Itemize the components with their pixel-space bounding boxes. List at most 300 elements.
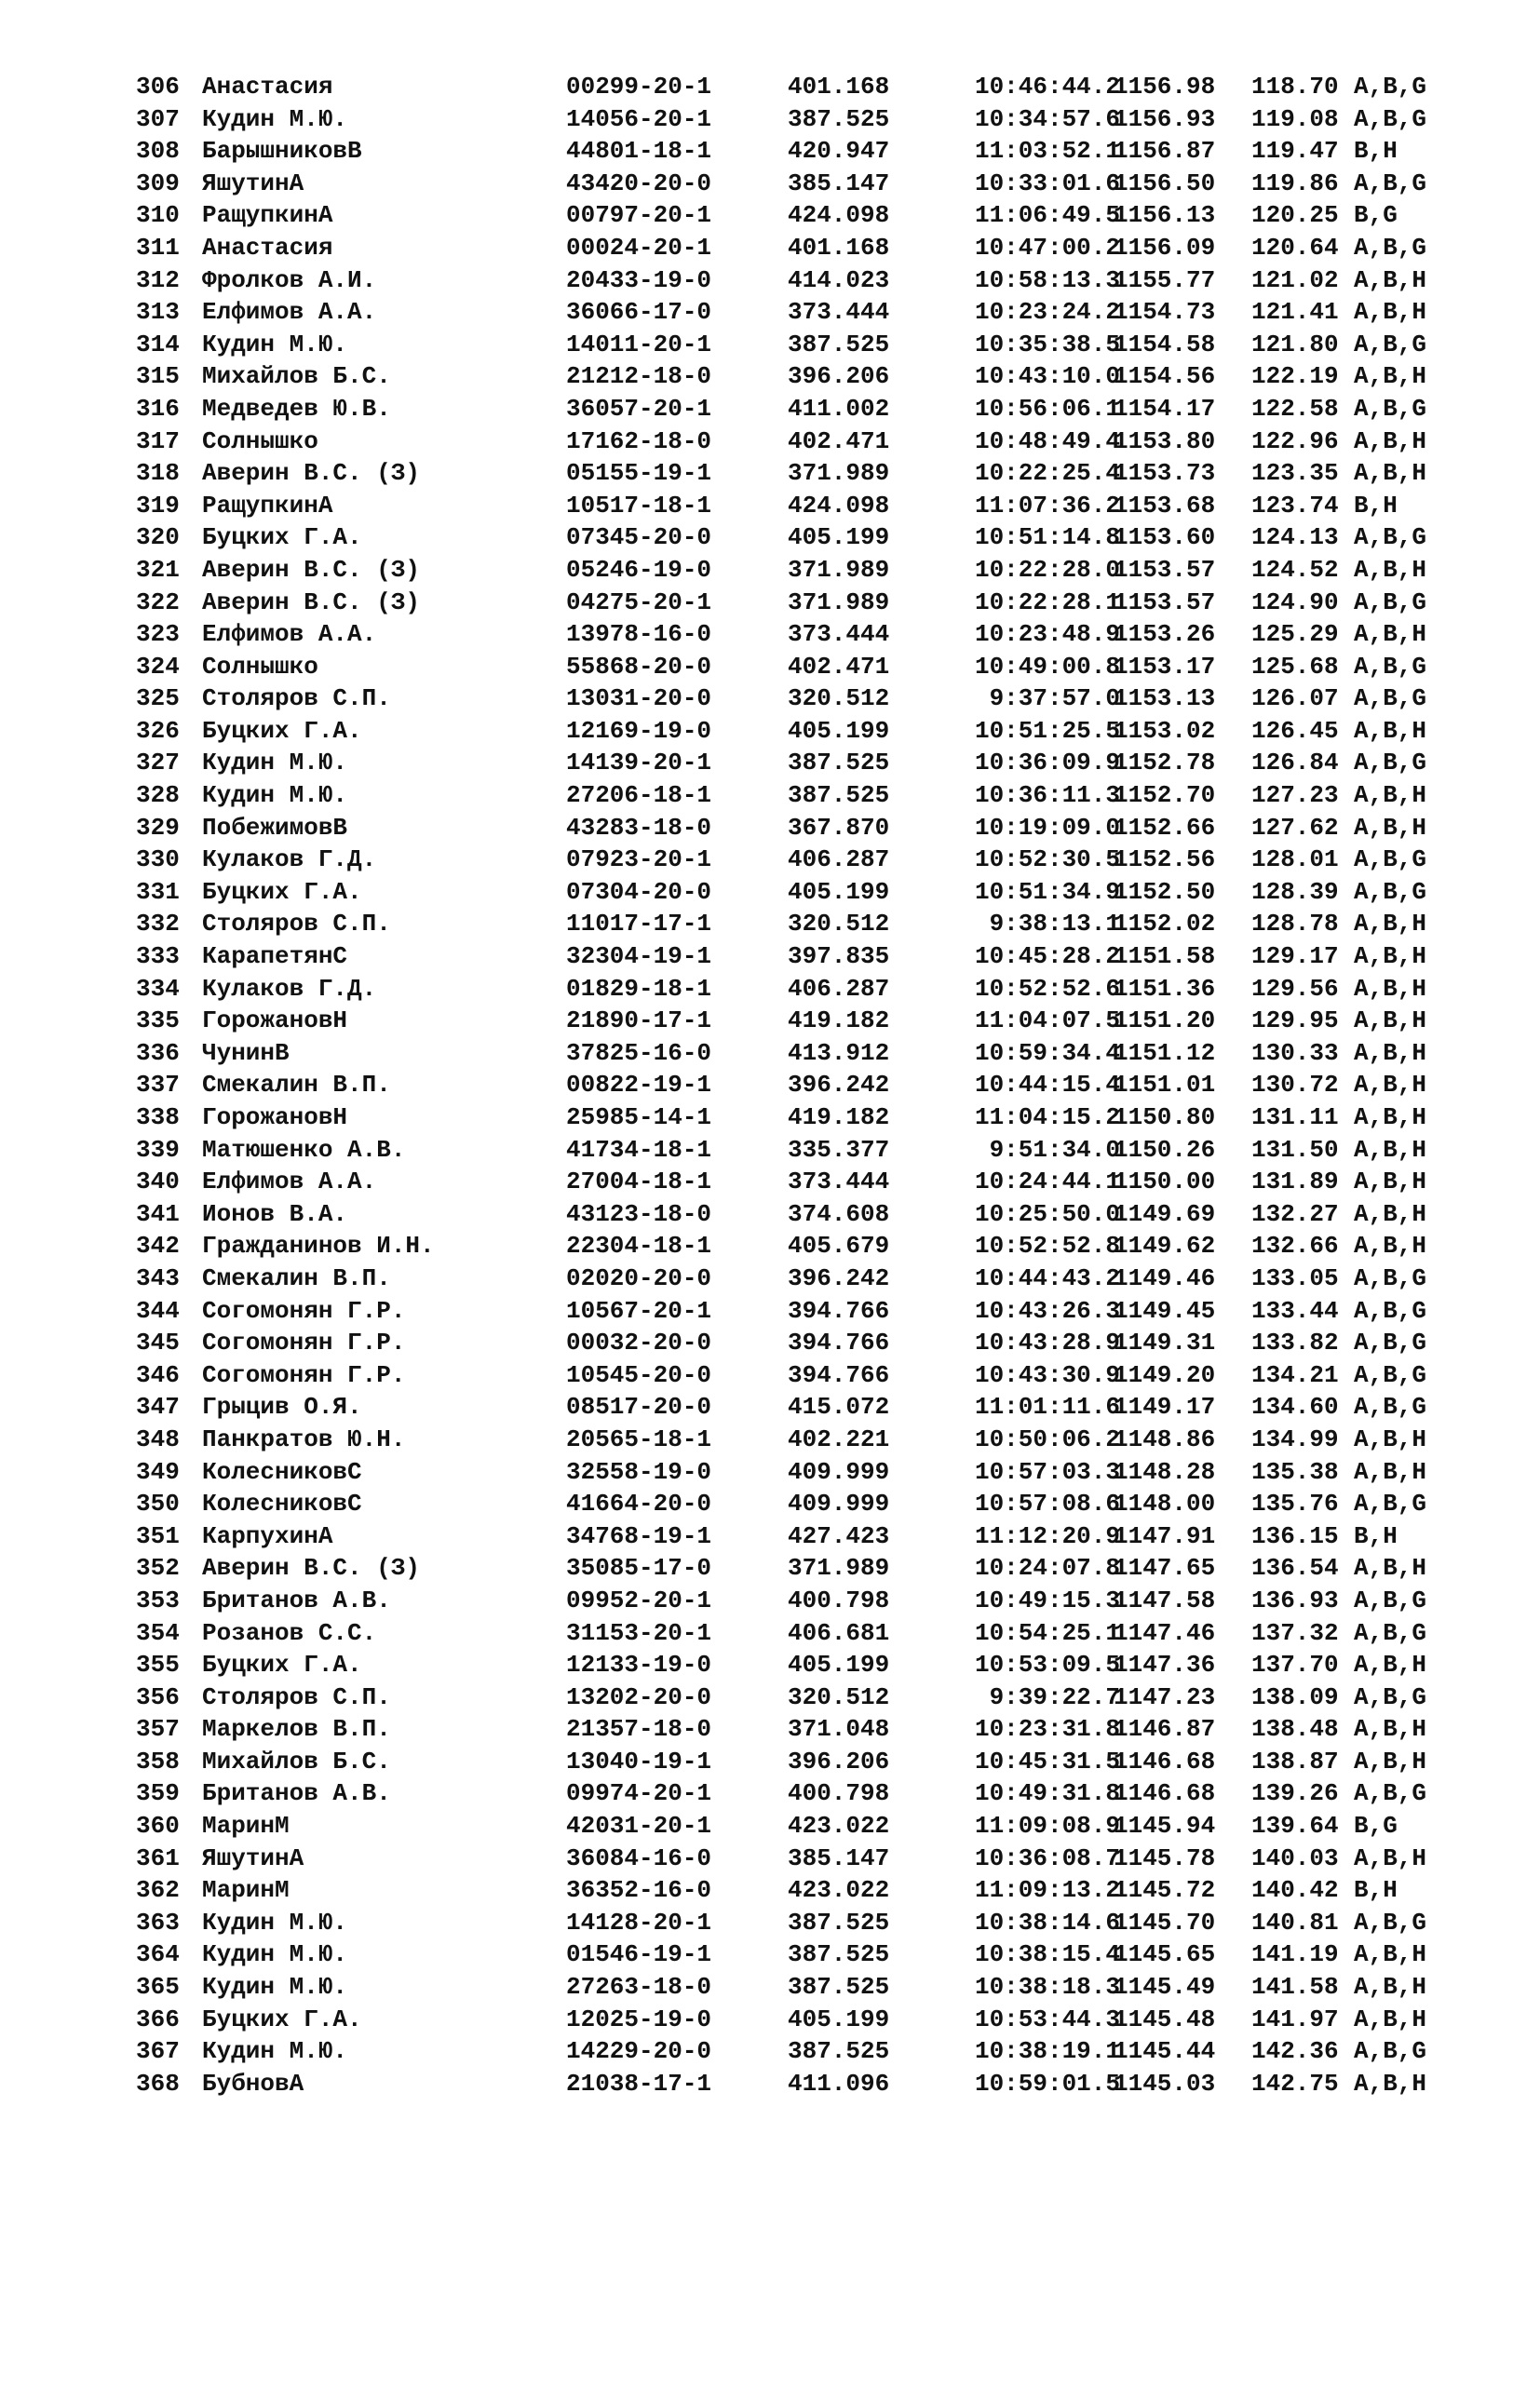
points-value: 119.47 — [1251, 137, 1339, 166]
speed-value: 1145.44 — [1114, 2037, 1216, 2066]
place-number: 321 — [136, 555, 180, 584]
ring-number: 13031-20-0 — [566, 684, 712, 713]
distance-value: 374.608 — [788, 1199, 890, 1228]
ring-number: 32558-19-0 — [566, 1457, 712, 1486]
distance-value: 400.798 — [788, 1586, 890, 1614]
arrival-time: 10:52:30.5 — [974, 845, 1120, 874]
result-row — [136, 232, 1427, 264]
points-value: 133.44 — [1251, 1296, 1339, 1325]
place-number: 348 — [136, 1425, 180, 1453]
speed-value: 1149.45 — [1114, 1296, 1216, 1325]
arrival-time: 10:43:26.3 — [974, 1296, 1120, 1325]
speed-value: 1154.17 — [1114, 394, 1216, 423]
category-flags: A,B,H — [1354, 1199, 1427, 1228]
fancier-name: Смекалин В.П. — [202, 1071, 391, 1100]
speed-value: 1153.17 — [1114, 652, 1216, 681]
distance-value: 397.835 — [788, 942, 890, 971]
points-value: 132.27 — [1251, 1199, 1339, 1228]
speed-value: 1146.87 — [1114, 1715, 1216, 1744]
distance-value: 409.999 — [788, 1490, 890, 1519]
points-value: 131.50 — [1251, 1135, 1339, 1164]
result-row — [136, 1874, 1398, 1907]
distance-value: 413.912 — [788, 1038, 890, 1067]
result-row — [136, 457, 1427, 490]
arrival-time: 11:09:13.2 — [974, 1876, 1120, 1905]
result-row — [136, 715, 1427, 748]
place-number: 352 — [136, 1554, 180, 1583]
place-number: 306 — [136, 73, 180, 101]
speed-value: 1154.73 — [1114, 298, 1216, 327]
result-row — [136, 425, 1427, 458]
distance-value: 409.999 — [788, 1457, 890, 1486]
arrival-time: 10:51:34.9 — [974, 877, 1120, 906]
speed-value: 1152.78 — [1114, 749, 1216, 777]
arrival-time: 10:19:09.0 — [974, 813, 1120, 842]
category-flags: A,B,G — [1354, 104, 1427, 133]
category-flags: A,B,H — [1354, 942, 1427, 971]
arrival-time: 10:23:24.2 — [974, 298, 1120, 327]
points-value: 140.42 — [1251, 1876, 1339, 1905]
arrival-time: 10:58:13.3 — [974, 265, 1120, 294]
arrival-time: 10:23:31.8 — [974, 1715, 1120, 1744]
points-value: 121.80 — [1251, 330, 1339, 358]
points-value: 127.62 — [1251, 813, 1339, 842]
result-row — [136, 1843, 1427, 1875]
distance-value: 373.444 — [788, 298, 890, 327]
speed-value: 1147.36 — [1114, 1651, 1216, 1680]
place-number: 358 — [136, 1747, 180, 1776]
points-value: 130.33 — [1251, 1038, 1339, 1067]
speed-value: 1151.01 — [1114, 1071, 1216, 1100]
fancier-name: РащупкинА — [202, 491, 333, 520]
arrival-time: 10:22:28.1 — [974, 587, 1120, 616]
result-row — [136, 1359, 1427, 1392]
ring-number: 00032-20-0 — [566, 1329, 712, 1357]
category-flags: B,G — [1354, 1812, 1398, 1841]
speed-value: 1152.02 — [1114, 910, 1216, 938]
speed-value: 1156.93 — [1114, 104, 1216, 133]
place-number: 333 — [136, 942, 180, 971]
distance-value: 387.525 — [788, 781, 890, 810]
category-flags: A,B,H — [1354, 1747, 1427, 1776]
ring-number: 41664-20-0 — [566, 1490, 712, 1519]
points-value: 121.02 — [1251, 265, 1339, 294]
fancier-name: Гражданинов И.Н. — [202, 1232, 435, 1261]
result-row — [136, 1585, 1427, 1617]
place-number: 365 — [136, 1973, 180, 2002]
category-flags: A,B,G — [1354, 1908, 1427, 1937]
arrival-time: 10:52:52.8 — [974, 1232, 1120, 1261]
fancier-name: РащупкинА — [202, 201, 333, 230]
category-flags: A,B,H — [1354, 813, 1427, 842]
category-flags: B,H — [1354, 491, 1398, 520]
points-value: 141.58 — [1251, 1973, 1339, 2002]
points-value: 122.58 — [1251, 394, 1339, 423]
ring-number: 01546-19-1 — [566, 1940, 712, 1969]
category-flags: A,B,H — [1354, 1973, 1427, 2002]
fancier-name: КолесниковС — [202, 1490, 362, 1519]
fancier-name: Панкратов Ю.Н. — [202, 1425, 406, 1453]
speed-value: 1147.46 — [1114, 1618, 1216, 1647]
fancier-name: Согомонян Г.Р. — [202, 1329, 406, 1357]
fancier-name: Анастасия — [202, 233, 333, 262]
result-row — [136, 1746, 1427, 1778]
category-flags: A,B,G — [1354, 169, 1427, 197]
points-value: 123.35 — [1251, 459, 1339, 488]
category-flags: A,B,G — [1354, 1393, 1427, 1422]
speed-value: 1147.91 — [1114, 1521, 1216, 1550]
category-flags: A,B,G — [1354, 233, 1427, 262]
place-number: 310 — [136, 201, 180, 230]
distance-value: 401.168 — [788, 233, 890, 262]
arrival-time: 10:22:28.0 — [974, 555, 1120, 584]
result-row — [136, 1263, 1427, 1295]
distance-value: 394.766 — [788, 1329, 890, 1357]
place-number: 363 — [136, 1908, 180, 1937]
ring-number: 00797-20-1 — [566, 201, 712, 230]
place-number: 336 — [136, 1038, 180, 1067]
ring-number: 09974-20-1 — [566, 1779, 712, 1808]
speed-value: 1149.69 — [1114, 1199, 1216, 1228]
result-row — [136, 973, 1427, 1006]
points-value: 135.76 — [1251, 1490, 1339, 1519]
distance-value: 396.242 — [788, 1071, 890, 1100]
points-value: 124.52 — [1251, 555, 1339, 584]
category-flags: A,B,H — [1354, 1843, 1427, 1872]
result-row — [136, 296, 1427, 329]
category-flags: A,B,H — [1354, 1554, 1427, 1583]
category-flags: A,B,H — [1354, 1135, 1427, 1164]
distance-value: 373.444 — [788, 1168, 890, 1196]
place-number: 340 — [136, 1168, 180, 1196]
distance-value: 424.098 — [788, 201, 890, 230]
place-number: 334 — [136, 974, 180, 1003]
distance-value: 406.287 — [788, 845, 890, 874]
speed-value: 1148.28 — [1114, 1457, 1216, 1486]
ring-number: 14011-20-1 — [566, 330, 712, 358]
ring-number: 04275-20-1 — [566, 587, 712, 616]
result-row — [136, 1391, 1427, 1424]
arrival-time: 10:52:52.6 — [974, 974, 1120, 1003]
category-flags: A,B,H — [1354, 716, 1427, 745]
points-value: 128.39 — [1251, 877, 1339, 906]
fancier-name: ГорожановН — [202, 1006, 348, 1035]
distance-value: 415.072 — [788, 1393, 890, 1422]
ring-number: 12025-19-0 — [566, 2005, 712, 2033]
result-row — [136, 1327, 1427, 1359]
place-number: 338 — [136, 1103, 180, 1131]
category-flags: B,G — [1354, 201, 1398, 230]
distance-value: 371.048 — [788, 1715, 890, 1744]
fancier-name: Буцких Г.А. — [202, 1651, 362, 1680]
fancier-name: Британов А.В. — [202, 1779, 391, 1808]
result-row — [136, 1069, 1427, 1101]
result-row — [136, 908, 1427, 940]
category-flags: A,B,H — [1354, 1103, 1427, 1131]
place-number: 368 — [136, 2069, 180, 2098]
result-row — [136, 1681, 1427, 1714]
arrival-time: 10:38:14.6 — [974, 1908, 1120, 1937]
distance-value: 411.002 — [788, 394, 890, 423]
fancier-name: Елфимов А.А. — [202, 298, 377, 327]
points-value: 124.13 — [1251, 523, 1339, 552]
result-row — [136, 1907, 1427, 1939]
place-number: 323 — [136, 620, 180, 649]
ring-number: 36066-17-0 — [566, 298, 712, 327]
ring-number: 37825-16-0 — [566, 1038, 712, 1067]
distance-value: 373.444 — [788, 620, 890, 649]
place-number: 350 — [136, 1490, 180, 1519]
ring-number: 27206-18-1 — [566, 781, 712, 810]
distance-value: 367.870 — [788, 813, 890, 842]
place-number: 362 — [136, 1876, 180, 1905]
speed-value: 1156.13 — [1114, 201, 1216, 230]
ring-number: 11017-17-1 — [566, 910, 712, 938]
place-number: 316 — [136, 394, 180, 423]
result-row — [136, 1617, 1427, 1650]
ring-number: 21212-18-0 — [566, 362, 712, 391]
fancier-name: Кулаков Г.Д. — [202, 974, 377, 1003]
ring-number: 25985-14-1 — [566, 1103, 712, 1131]
distance-value: 401.168 — [788, 73, 890, 101]
speed-value: 1150.26 — [1114, 1135, 1216, 1164]
points-value: 123.74 — [1251, 491, 1339, 520]
points-value: 137.32 — [1251, 1618, 1339, 1647]
points-value: 128.78 — [1251, 910, 1339, 938]
distance-value: 427.423 — [788, 1521, 890, 1550]
arrival-time: 10:53:09.5 — [974, 1651, 1120, 1680]
points-value: 119.86 — [1251, 169, 1339, 197]
arrival-time: 10:49:15.3 — [974, 1586, 1120, 1614]
result-row — [136, 135, 1398, 168]
distance-value: 371.989 — [788, 459, 890, 488]
fancier-name: Кудин М.Ю. — [202, 1940, 348, 1969]
speed-value: 1145.65 — [1114, 1940, 1216, 1969]
ring-number: 07345-20-0 — [566, 523, 712, 552]
arrival-time: 10:38:15.4 — [974, 1940, 1120, 1969]
arrival-time: 10:43:28.9 — [974, 1329, 1120, 1357]
ring-number: 13978-16-0 — [566, 620, 712, 649]
fancier-name: Медведев Ю.В. — [202, 394, 391, 423]
points-value: 129.95 — [1251, 1006, 1339, 1035]
fancier-name: Кудин М.Ю. — [202, 330, 348, 358]
points-value: 124.90 — [1251, 587, 1339, 616]
arrival-time: 11:06:49.5 — [974, 201, 1120, 230]
results-list — [136, 71, 1427, 2100]
ring-number: 20433-19-0 — [566, 265, 712, 294]
ring-number: 41734-18-1 — [566, 1135, 712, 1164]
result-row — [136, 71, 1427, 103]
ring-number: 43123-18-0 — [566, 1199, 712, 1228]
fancier-name: Ионов В.А. — [202, 1199, 348, 1228]
speed-value: 1151.36 — [1114, 974, 1216, 1003]
points-value: 139.64 — [1251, 1812, 1339, 1841]
ring-number: 43283-18-0 — [566, 813, 712, 842]
arrival-time: 11:03:52.1 — [974, 137, 1120, 166]
category-flags: A,B,H — [1354, 974, 1427, 1003]
result-row — [136, 1166, 1427, 1198]
result-row — [136, 1488, 1427, 1520]
distance-value: 402.471 — [788, 426, 890, 455]
ring-number: 09952-20-1 — [566, 1586, 712, 1614]
speed-value: 1148.00 — [1114, 1490, 1216, 1519]
points-value: 119.08 — [1251, 104, 1339, 133]
place-number: 311 — [136, 233, 180, 262]
fancier-name: Британов А.В. — [202, 1586, 391, 1614]
speed-value: 1152.50 — [1114, 877, 1216, 906]
place-number: 342 — [136, 1232, 180, 1261]
place-number: 346 — [136, 1360, 180, 1389]
arrival-time: 10:57:03.3 — [974, 1457, 1120, 1486]
category-flags: A,B,H — [1354, 1071, 1427, 1100]
points-value: 131.89 — [1251, 1168, 1339, 1196]
arrival-time: 10:43:30.9 — [974, 1360, 1120, 1389]
fancier-name: Аверин В.С. (З) — [202, 1554, 421, 1583]
arrival-time: 11:07:36.2 — [974, 491, 1120, 520]
category-flags: A,B,G — [1354, 1263, 1427, 1292]
place-number: 320 — [136, 523, 180, 552]
place-number: 331 — [136, 877, 180, 906]
place-number: 345 — [136, 1329, 180, 1357]
distance-value: 320.512 — [788, 910, 890, 938]
category-flags: B,H — [1354, 1876, 1398, 1905]
arrival-time: 10:57:08.6 — [974, 1490, 1120, 1519]
speed-value: 1154.56 — [1114, 362, 1216, 391]
category-flags: A,B,H — [1354, 781, 1427, 810]
place-number: 317 — [136, 426, 180, 455]
category-flags: A,B,H — [1354, 555, 1427, 584]
arrival-time: 11:12:20.9 — [974, 1521, 1120, 1550]
distance-value: 387.525 — [788, 1973, 890, 2002]
speed-value: 1147.65 — [1114, 1554, 1216, 1583]
speed-value: 1153.80 — [1114, 426, 1216, 455]
points-value: 141.97 — [1251, 2005, 1339, 2033]
place-number: 355 — [136, 1651, 180, 1680]
place-number: 360 — [136, 1812, 180, 1841]
fancier-name: БарышниковВ — [202, 137, 362, 166]
fancier-name: Кудин М.Ю. — [202, 749, 348, 777]
distance-value: 320.512 — [788, 1682, 890, 1711]
speed-value: 1151.12 — [1114, 1038, 1216, 1067]
speed-value: 1149.17 — [1114, 1393, 1216, 1422]
speed-value: 1156.50 — [1114, 169, 1216, 197]
result-row — [136, 521, 1427, 554]
ring-number: 17162-18-0 — [566, 426, 712, 455]
fancier-name: ЯшутинА — [202, 1843, 304, 1872]
result-row — [136, 360, 1427, 393]
distance-value: 405.679 — [788, 1232, 890, 1261]
result-row — [136, 490, 1398, 522]
result-row — [136, 103, 1427, 136]
ring-number: 02020-20-0 — [566, 1263, 712, 1292]
result-row — [136, 1295, 1427, 1328]
speed-value: 1151.58 — [1114, 942, 1216, 971]
distance-value: 387.525 — [788, 1940, 890, 1969]
ring-number: 00822-19-1 — [566, 1071, 712, 1100]
place-number: 327 — [136, 749, 180, 777]
speed-value: 1149.20 — [1114, 1360, 1216, 1389]
fancier-name: Столяров С.П. — [202, 1682, 391, 1711]
speed-value: 1153.13 — [1114, 684, 1216, 713]
result-row — [136, 1456, 1427, 1489]
result-row — [136, 1552, 1427, 1585]
fancier-name: ЧунинВ — [202, 1038, 290, 1067]
result-row — [136, 682, 1427, 715]
result-row — [136, 199, 1398, 232]
fancier-name: Грыцив О.Я. — [202, 1393, 362, 1422]
place-number: 324 — [136, 652, 180, 681]
category-flags: A,B,H — [1354, 1457, 1427, 1486]
place-number: 344 — [136, 1296, 180, 1325]
ring-number: 20565-18-1 — [566, 1425, 712, 1453]
ring-number: 22304-18-1 — [566, 1232, 712, 1261]
distance-value: 419.182 — [788, 1103, 890, 1131]
fancier-name: Буцких Г.А. — [202, 716, 362, 745]
fancier-name: КолесниковС — [202, 1457, 362, 1486]
arrival-time: 10:47:00.2 — [974, 233, 1120, 262]
points-value: 131.11 — [1251, 1103, 1339, 1131]
result-row — [136, 618, 1427, 651]
speed-value: 1150.80 — [1114, 1103, 1216, 1131]
arrival-time: 9:37:57.0 — [989, 684, 1120, 713]
arrival-time: 10:59:34.4 — [974, 1038, 1120, 1067]
place-number: 347 — [136, 1393, 180, 1422]
speed-value: 1149.31 — [1114, 1329, 1216, 1357]
category-flags: A,B,G — [1354, 1490, 1427, 1519]
speed-value: 1156.09 — [1114, 233, 1216, 262]
fancier-name: Смекалин В.П. — [202, 1263, 391, 1292]
place-number: 353 — [136, 1586, 180, 1614]
category-flags: A,B,H — [1354, 265, 1427, 294]
place-number: 318 — [136, 459, 180, 488]
ring-number: 00299-20-1 — [566, 73, 712, 101]
ring-number: 10517-18-1 — [566, 491, 712, 520]
category-flags: A,B,H — [1354, 1038, 1427, 1067]
category-flags: A,B,H — [1354, 910, 1427, 938]
speed-value: 1153.73 — [1114, 459, 1216, 488]
fancier-name: Кудин М.Ю. — [202, 104, 348, 133]
fancier-name: Елфимов А.А. — [202, 620, 377, 649]
place-number: 361 — [136, 1843, 180, 1872]
place-number: 357 — [136, 1715, 180, 1744]
speed-value: 1146.68 — [1114, 1779, 1216, 1808]
distance-value: 406.287 — [788, 974, 890, 1003]
category-flags: A,B,G — [1354, 1618, 1427, 1647]
arrival-time: 10:45:28.2 — [974, 942, 1120, 971]
points-value: 121.41 — [1251, 298, 1339, 327]
distance-value: 387.525 — [788, 1908, 890, 1937]
speed-value: 1145.48 — [1114, 2005, 1216, 2033]
place-number: 307 — [136, 104, 180, 133]
points-value: 136.54 — [1251, 1554, 1339, 1583]
ring-number: 21357-18-0 — [566, 1715, 712, 1744]
place-number: 337 — [136, 1071, 180, 1100]
distance-value: 371.989 — [788, 587, 890, 616]
arrival-time: 10:24:07.8 — [974, 1554, 1120, 1583]
place-number: 332 — [136, 910, 180, 938]
result-row — [136, 651, 1427, 683]
place-number: 313 — [136, 298, 180, 327]
ring-number: 07923-20-1 — [566, 845, 712, 874]
place-number: 328 — [136, 781, 180, 810]
points-value: 122.96 — [1251, 426, 1339, 455]
arrival-time: 9:51:34.0 — [989, 1135, 1120, 1164]
ring-number: 08517-20-0 — [566, 1393, 712, 1422]
category-flags: A,B,G — [1354, 2037, 1427, 2066]
fancier-name: Елфимов А.А. — [202, 1168, 377, 1196]
distance-value: 405.199 — [788, 523, 890, 552]
fancier-name: Буцких Г.А. — [202, 2005, 362, 2033]
